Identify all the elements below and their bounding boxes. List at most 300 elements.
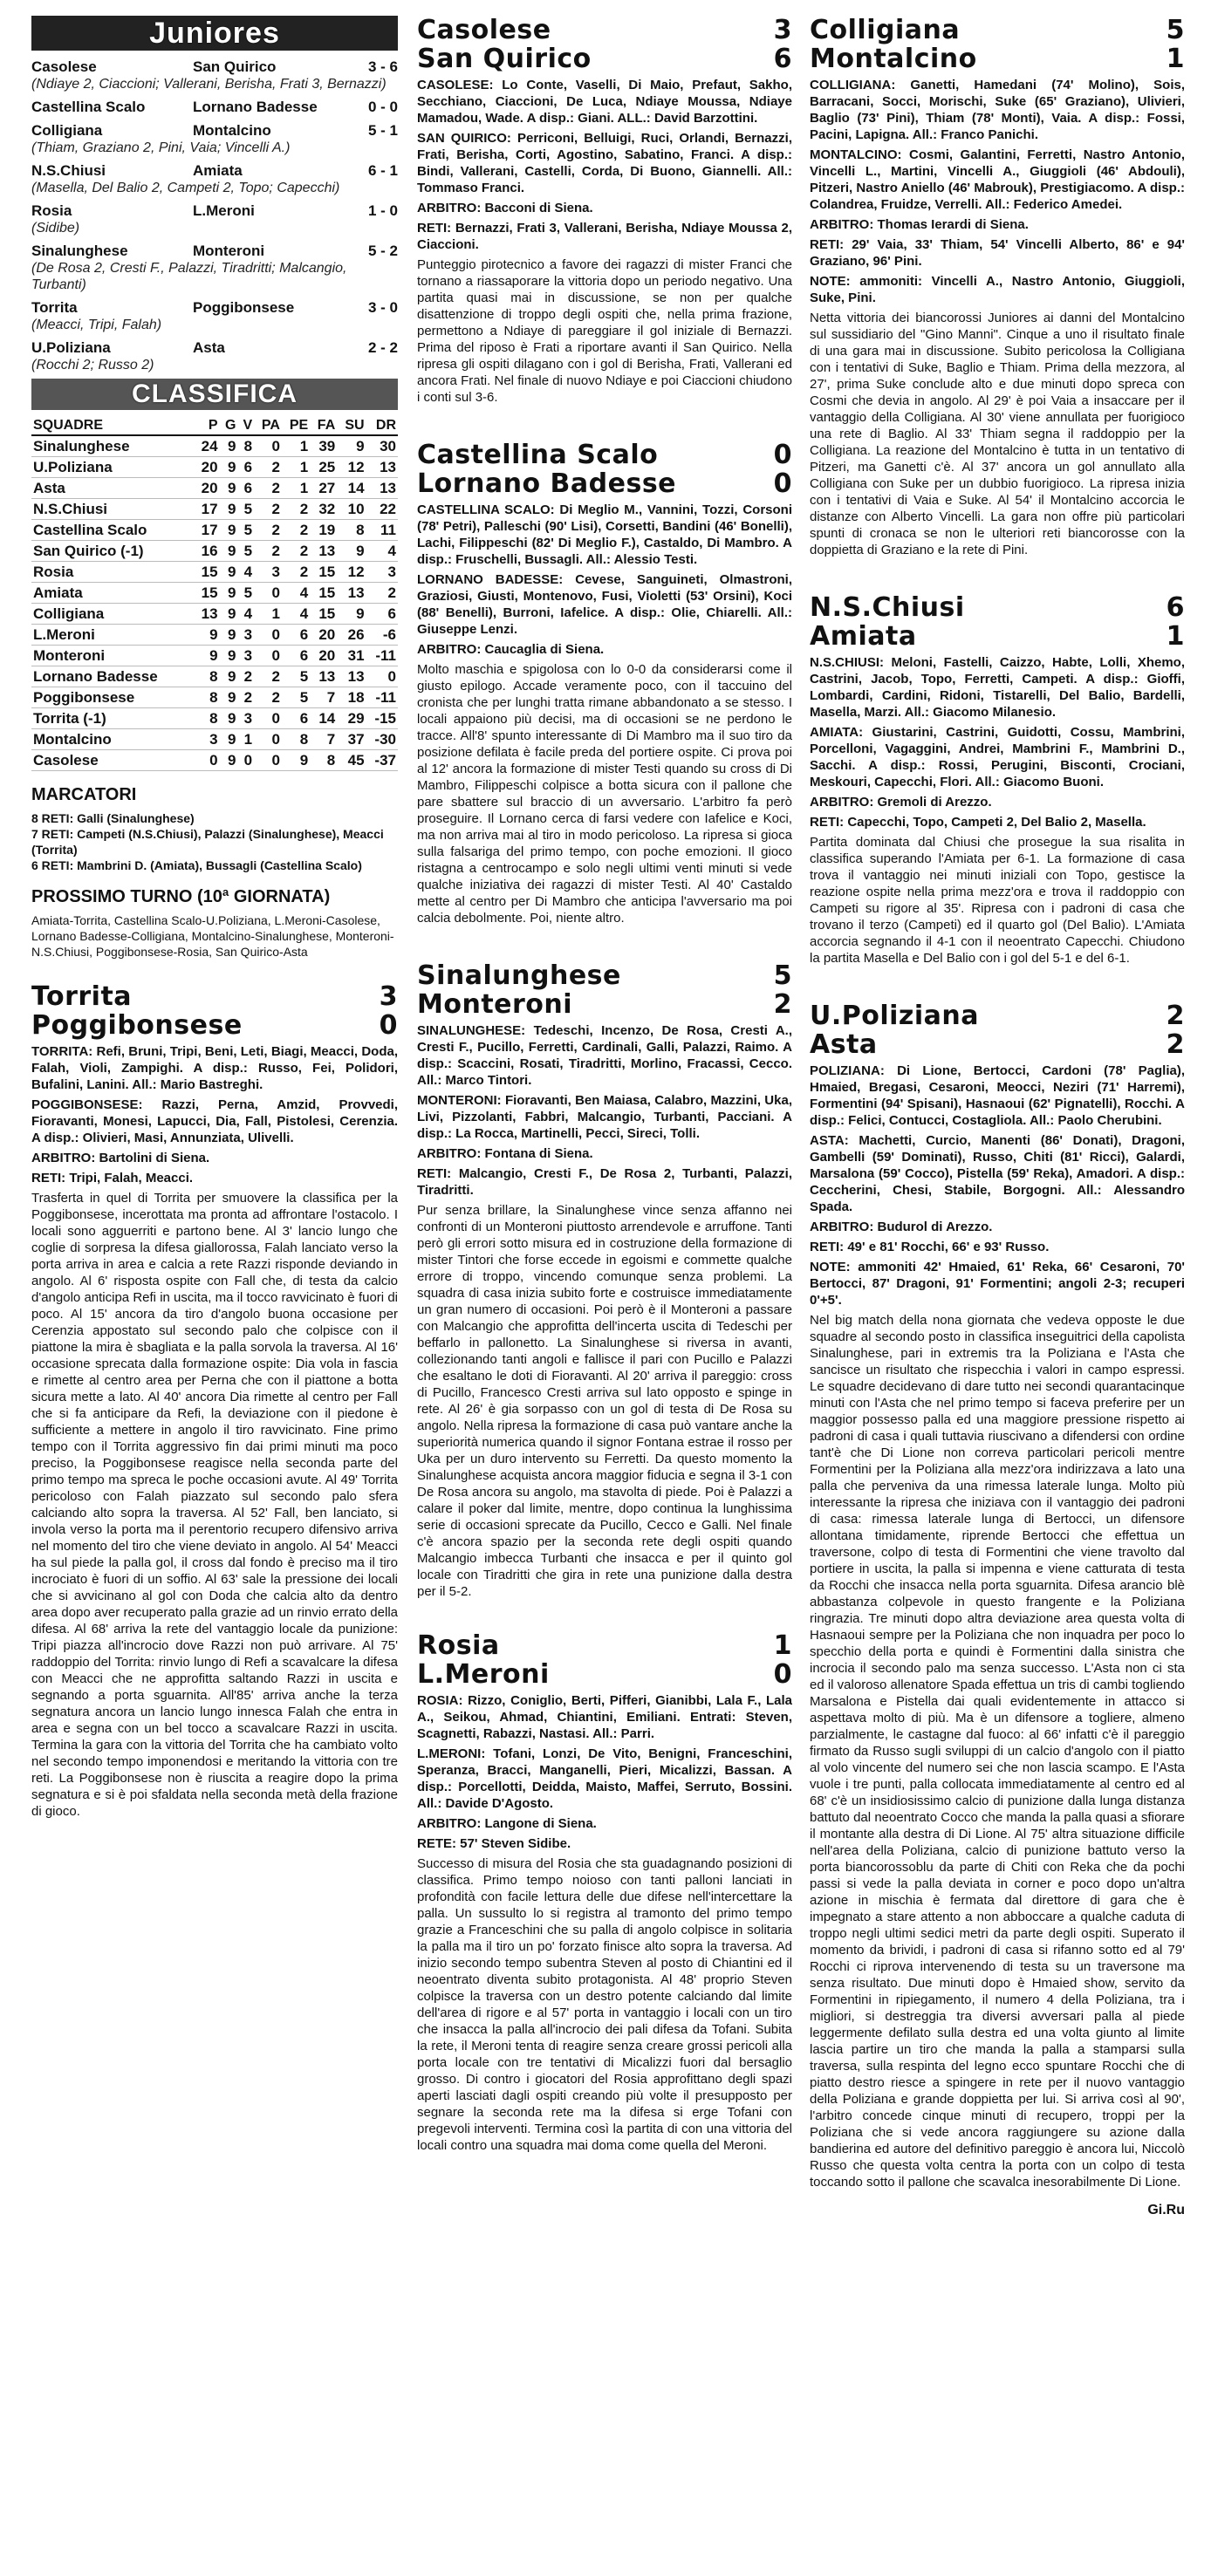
prossimo-turno-title: PROSSIMO TURNO (10ª GIORNATA)	[31, 887, 331, 906]
standings-cell: 0	[254, 583, 282, 604]
result-home-team: Colligiana	[31, 122, 103, 139]
standings-cell: 4	[237, 604, 254, 625]
standings-cell: 0	[366, 666, 398, 687]
standings-cell: 1	[282, 457, 310, 478]
match-report: Nel big match della nona giornata che vedeva opposte le due squadre al secondo posto in classifica inseguitrici della capolista Sinalunghese, pari in extremis tra la Poliziana e l'Asta che sancisce un risultato che rispecchia i valori in campo espressi. Le squadre decidevano di dare tutto nei secondi quarantacinque minuti con l'Asta che nel primo tempo si faceva preferire per un maggior possesso palla ed una maggiore pressione rispetto ai padroni di casa i quali tuttavia riuscivano a difendersi con ordine tant'è che Di Lione non correva particolari pericoli mentre Formentini per la Poliziana alla mezz'ora indirizzava a lato una palla che perveniva da una rimessa laterale lunga. Molto più interessante la ripresa che iniziava con il vantaggio dei padroni di casa: rimessa laterale lunga di Bertocci, un difensore allontana timidamente, riprende Bertocci che effettua un traversone, colpo di testa di Formentini che viene travolto dal portiere in uscita, la palla si impenna e viene catturata di testa da Rocchi che insacca nella porta sguarnita. Difesa arancio blè abbastanza colpevole in questo frangente e la Poliziana ringrazia. Tre minuti dopo altra deviazione area questa volta di Hasnaoui sempre per la Poliziana che non inquadra per poco lo specchio della porta e quindi è Formentini dalla sinistra che incrocia il secondo palo ma senza successo. L'Asta non ci sta ed il valoroso allenatore Spada effettua un tris di cambi togliendo Marsalona e Pistella dai quali evidentemente in attacco si aspettava molto di più. Ma è un difensore a togliere, almeno parzialmente, le castagne dal fuoco: al 66' infatti c'è il pareggio firmato da Russo sugli sviluppi di un calcio d'angolo con il piatto al volo vincente del numero sei che non lascia scampo. E l'Asta vuole i tre punti, palla collocata immediatamente al centro ed al 68' c'è un insidiosissimo calcio di punizione dalla lunga distanza battuto dal neoentrato Cocco che manda la palla quasi a sfiorare il montante alla destra di Di Lione. Al 75' altra situazione difficile nell'area della Poliziana, calcio di punizione battuto verso la porta biancorossoblu da parte di Chiti con Reka che da pochi passi si vede la palla deviata in corner e poco dopo un'altra azione in mischia è fermata dal direttore di gara che è impegnato a stare attento a non abboccare a qualche caduta di troppo negli ultimi sedici metri da parte degli ospiti. Superato il momento da brividi, i padroni di casa si rifanno sotto ed al 79' Rocchi ci riprova intervenendo di testa su un traversone ma senza risultato. Due minuti dopo è Hmaied show, servito da Formentini in ripiegamento, il numero 4 della Poliziana, tra i migliori, si destreggia tra diversi avversari palla al piede leggermente defilato sulla destra ed una volta giunto al limite lascia partire un tiro che manda la palla a stamparsi sulla traversa, sulla respinta del legno ecco spuntare Rocchi che di piatto destro riesce a spingere in rete per il nuovo vantaggio della Poliziana e grande doppietta per lui. Si arriva così al 90', l'arbitro concede cinque minuti di recupero, troppi per la Poliziana che si vede ancora raggiungere su azione dalla bandierina ed autore del definitivo pareggio è ancora lui, Niccolò Russo che questa volta centra la porta con un colpo di testa toccando sotto il pallone che scavalca inesorabilmente Di Lione.	[810, 1313, 1185, 2190]
standings-row	[31, 646, 398, 666]
result-score: 2 - 2	[367, 339, 398, 356]
standings-row	[31, 604, 398, 625]
standings-cell: 4	[237, 562, 254, 583]
standings-table	[31, 417, 398, 771]
home-lineup: POLIZIANA: Di Lione, Bertocci, Cardoni (78' Paglia), Hmaied, Bregasi, Cesaroni, Meocci, Neziri (71' Harremi), Formentini (94' Spisani), Hasnaoui (62' Pignatelli), Rocchi. A disp.: Felici, Contucci, Costagliola. All.: Paolo Cherubini.	[810, 1063, 1185, 1128]
match-away-row	[810, 1030, 1185, 1059]
standings-cell: 9	[282, 750, 310, 771]
standings-cell: 9	[220, 750, 238, 771]
standings-cell: 6	[282, 625, 310, 646]
match-sinalunghese	[417, 961, 792, 1600]
away-lineup: POGGIBONSESE: Razzi, Perna, Amzid, Provvedi, Fioravanti, Monesi, Lapucci, Dia, Fall, Pistolesi, Cerenzia. A disp.: Olivieri, Masi, Annunziata, Ulivelli.	[31, 1097, 398, 1145]
match-away-score: 1	[1166, 621, 1185, 652]
home-lineup: TORRITA: Refi, Bruni, Tripi, Beni, Leti, Biagi, Meacci, Doda, Falah, Violi, Zampighi. A disp.: Russo, Fei, Polidori, Bufalini, Lanini. All.: Mario Bastreghi.	[31, 1044, 398, 1092]
standings-row	[31, 729, 398, 750]
result-away-team: San Quirico	[193, 58, 277, 75]
standings-row	[31, 625, 398, 646]
standings-cell: 0	[254, 435, 282, 457]
standings-row	[31, 583, 398, 604]
referee: ARBITRO: Gremoli di Arezzo.	[810, 795, 992, 810]
standings-cell: 3	[237, 625, 254, 646]
away-lineup: LORNANO BADESSE: Cevese, Sanguineti, Olmastroni, Graziosi, Giusti, Montenovo, Fusi, Violetti (53' Orsini), Koci (88' Benelli), Burroni, Iafelice. A disp.: Olie, Chiarelli. All.: Giuseppe Lenzi.	[417, 572, 792, 637]
result-row	[31, 298, 398, 317]
standings-cell: 2	[282, 541, 310, 562]
result-away-team: Monteroni	[193, 243, 265, 259]
standings-cell: 4	[366, 541, 398, 562]
away-lineup: AMIATA: Giustarini, Castrini, Guidotti, Cossu, Mambrini, Porcelloni, Vagaggini, Andrei, Mambrini F., Mambrini D., Sacchi. A disp.: Rossi, Perugini, Bisconti, Crociani, Meskouri, Capecchi, Flori. All.: Giacomo Buoni.	[810, 725, 1185, 789]
match-home-row	[417, 961, 792, 990]
match-away-score: 1	[1166, 44, 1185, 74]
goals: RETI: Bernazzi, Frati 3, Vallerani, Berisha, Ndiaye Moussa 2, Ciaccioni.	[417, 221, 792, 252]
result-home-team: U.Poliziana	[31, 339, 111, 356]
standings-cell: 26	[337, 625, 366, 646]
standings-cell: 2	[254, 687, 282, 708]
match-report: Partita dominata dal Chiusi che prosegue la sua risalita in classifica superando l'Amiata per 6-1. La formazione di casa trova il vantaggio nei minuti iniziali con Topo, gestisce la reazione ospite nella prima mezz'ora e trova il raddoppio con Campeti su rigore al 35'. Ripresa con i padroni di casa che trovano il terzo (Campeti) ed il quarto gol (Del Balio). L'Amiata accorcia segnando il 4-1 con il neoentrato Capecchi. Chiudono la partita Masella e Del Balio con i gol del 5-1 e del 6-1.	[810, 835, 1185, 966]
standings-cell: 9	[220, 604, 238, 625]
result-scorers: (Sidibe)	[31, 221, 80, 236]
standings-cell: 2	[282, 520, 310, 541]
standings-cell: 9	[220, 583, 238, 604]
match-home-row	[417, 1631, 792, 1660]
match-away-team: L.Meroni	[417, 1659, 550, 1690]
match-home-team: Rosia	[417, 1630, 500, 1661]
match-home-team: N.S.Chiusi	[810, 592, 965, 623]
standings-cell: 0	[237, 750, 254, 771]
result-scorers: (Ndiaye 2, Ciaccioni; Vallerani, Berisha, Frati 3, Bernazzi)	[31, 77, 387, 92]
column-left	[31, 16, 398, 1820]
referee: ARBITRO: Budurol di Arezzo.	[810, 1220, 993, 1234]
standings-team: Torrita (-1)	[31, 708, 194, 729]
standings-cell: 3	[194, 729, 219, 750]
match-colligiana	[810, 16, 1185, 558]
standings-cell: 8	[310, 750, 337, 771]
standings-cell: 2	[254, 666, 282, 687]
standings-team: L.Meroni	[31, 625, 194, 646]
standings-cell: 6	[237, 478, 254, 499]
column-middle	[417, 16, 792, 2154]
standings-cell: 9	[337, 604, 366, 625]
standings-cell: 9	[337, 435, 366, 457]
goals: RETE: 57' Steven Sidibe.	[417, 1836, 571, 1851]
match-away-score: 0	[773, 1659, 792, 1690]
result-score: 5 - 2	[367, 243, 398, 259]
result-home-team: Torrita	[31, 299, 78, 316]
standings-cell: 15	[310, 562, 337, 583]
result-home-team: Castellina Scalo	[31, 99, 146, 115]
match-home-score: 5	[773, 960, 792, 991]
standings-cell: 13	[337, 583, 366, 604]
standings-cell: 39	[310, 435, 337, 457]
standings-cell: 0	[254, 646, 282, 666]
standings-cell: 0	[254, 708, 282, 729]
marcatori-line: 7 RETI: Campeti (N.S.Chiusi), Palazzi (Sinalunghese), Meacci (Torrita)	[31, 827, 384, 857]
match-home-score: 3	[773, 16, 792, 45]
standings-cell: 32	[310, 499, 337, 520]
standings-cell: 8	[282, 729, 310, 750]
away-lineup: MONTERONI: Fioravanti, Ben Maiasa, Calabro, Mazzini, Uka, Livi, Pizzolanti, Fabbri, Malcangio, Turbanti, Pacciani. A disp.: La Rocca, Martinelli, Pecci, Sireci, Tolli.	[417, 1093, 792, 1141]
home-lineup: CASOLESE: Lo Conte, Vaselli, Di Maio, Prefaut, Sakho, Secchiano, Ciaccioni, De Luca, Ndiaye Moussa, Ndiaye Mamadou, Wade. A disp.: Giani. ALL.: David Barzottini.	[417, 78, 792, 126]
standings-cell: 2	[254, 520, 282, 541]
match-home-row	[31, 982, 398, 1011]
standings-cell: 3	[237, 646, 254, 666]
standings-cell: 1	[282, 478, 310, 499]
standings-header-cell: PA	[254, 417, 282, 435]
match-away-score: 0	[773, 468, 792, 499]
standings-cell: -6	[366, 625, 398, 646]
standings-cell: 14	[310, 708, 337, 729]
result-scorers: (Rocchi 2; Russo 2)	[31, 358, 154, 372]
match-home-score: 0	[773, 440, 792, 470]
juniores-title: Juniores	[31, 16, 398, 51]
standings-header-cell: P	[194, 417, 219, 435]
goals: RETI: Capecchi, Topo, Campeti 2, Del Balio 2, Masella.	[810, 815, 1146, 830]
standings-cell: 9	[194, 625, 219, 646]
match-home-row	[810, 593, 1185, 622]
result-row	[31, 98, 398, 116]
standings-cell: 9	[220, 687, 238, 708]
standings-team: Casolese	[31, 750, 194, 771]
standings-cell: 9	[220, 708, 238, 729]
standings-cell: 8	[337, 520, 366, 541]
standings-cell: 25	[310, 457, 337, 478]
standings-header-cell: SU	[337, 417, 366, 435]
standings-cell: 9	[194, 646, 219, 666]
standings-cell: 12	[337, 562, 366, 583]
referee: ARBITRO: Fontana di Siena.	[417, 1146, 593, 1161]
standings-row	[31, 520, 398, 541]
match-home-team: U.Poliziana	[810, 1001, 980, 1031]
standings-row	[31, 562, 398, 583]
standings-cell: 5	[237, 583, 254, 604]
match-chiusi	[810, 593, 1185, 967]
result-home-team: Rosia	[31, 202, 72, 219]
match-report: Molto maschia e spigolosa con lo 0-0 da considerarsi come il giusto epilogo. Accade veramente poco, con il taccuino del cronista che per lunghi tratta rimane abbandonato a se stesso. I locali appaiono più decisi, ma di occasioni se ne perdono le tracce. All'8' spunto interessante di Di Mambro ma il suo tiro da posizione defilata è facile preda del portiere ospite. Ci prova poi al 12' ancora la formazione di mister Testi quando su cross di Di Mambro, Filippeschi colpisce a botta sicura con il pallone che pare sbattere sul braccio di un avversario. L'arbitro fa però proseguire. Il Lornano cerca di farsi vedere con Iafelice e Koci, ma non arriva mai al tiro in modo pericoloso. La ripresa si gioca sulla falsariga del primo tempo, con poche emozioni. Il gioco ristagna a centrocampo e solo negli ultimi venti minuti si vede qualche iniziativa dei ragazzi di mister Testi. Al 40' Castaldo mette al centro per Di Mambro che anticipa l'avversario ma poi calcia debolmente. Poi, niente altro.	[417, 662, 792, 926]
standings-team: Rosia	[31, 562, 194, 583]
standings-cell: 6	[282, 646, 310, 666]
notes: NOTE: ammoniti 42' Hmaied, 61' Reka, 66' Cesaroni, 70' Bertocci, 87' Dragoni, 91' Formentini; angoli 2-3; recuperi 0'+5'.	[810, 1260, 1185, 1308]
standings-header-cell: DR	[366, 417, 398, 435]
standings-team: San Quirico (-1)	[31, 541, 194, 562]
match-home-score: 1	[773, 1630, 792, 1661]
match-away-team: Monteroni	[417, 989, 573, 1020]
standings-cell: 0	[254, 729, 282, 750]
result-scorers: (Thiam, Graziano 2, Pini, Vaia; Vincelli A.)	[31, 140, 291, 155]
match-home-row	[417, 441, 792, 469]
standings-cell: 0	[254, 750, 282, 771]
standings-cell: 9	[220, 499, 238, 520]
standings-team: Lornano Badesse	[31, 666, 194, 687]
standings-cell: 5	[282, 687, 310, 708]
standings-cell: 18	[337, 687, 366, 708]
standings-cell: 12	[337, 457, 366, 478]
standings-cell: 20	[310, 646, 337, 666]
result-row	[31, 242, 398, 260]
standings-cell: 13	[366, 478, 398, 499]
standings-cell: 9	[220, 666, 238, 687]
referee: ARBITRO: Bacconi di Siena.	[417, 201, 593, 215]
standings-cell: 2	[254, 457, 282, 478]
standings-cell: 20	[194, 478, 219, 499]
standings-cell: 13	[194, 604, 219, 625]
standings-cell: 2	[254, 499, 282, 520]
result-scorers: (Masella, Del Balio 2, Campeti 2, Topo; Capecchi)	[31, 181, 340, 195]
referee: ARBITRO: Bartolini di Siena.	[31, 1151, 210, 1165]
match-home-score: 2	[1166, 1001, 1185, 1031]
referee: ARBITRO: Langone di Siena.	[417, 1816, 597, 1831]
standings-cell: 1	[237, 729, 254, 750]
standings-cell: 9	[337, 541, 366, 562]
match-away-team: Poggibonsese	[31, 1010, 243, 1041]
match-away-row	[417, 990, 792, 1019]
standings-cell: 14	[337, 478, 366, 499]
standings-cell: 1	[282, 435, 310, 457]
match-home-score: 6	[1166, 592, 1185, 623]
match-away-team: Montalcino	[810, 44, 977, 74]
standings-cell: 13	[337, 666, 366, 687]
standings-cell: 9	[220, 478, 238, 499]
match-report: Pur senza brillare, la Sinalunghese vince senza affanno nei confronti di un Monteroni piuttosto arrendevole e arruffone. Tanti però gli errori sotto misura ed in costruzione della formazione di mister Tintori che forse eccede in egoismi e commette qualche errore di troppo, vincendo comunque senza problemi. La squadra di casa inizia subito forte e costruisce immediatamente un gran numero di occasioni. Poi però è il Monteroni a passare con Malcangio che approfitta dell'incerta uscita di Tedeschi per beffarlo in pallonetto. La Sinalunghese si riversa in avanti, collezionando tanti angoli e fallisce il pari con Pucillo e Palazzi che esaltano le doti di Fioravanti. Al 20' arriva il pareggio: cross di Pucillo, Francesco Cresti arriva sul lato opposto e spinge in rete. Al 26' è gia sorpasso con un gol di testa di De Rosa su angolo. Nella ripresa la formazione di casa può vantare anche la superiorità numerica quando il signor Fontana estrae il rosso per Uka per un duro intervento su Ferretti. Da questo momento la Sinalunghese acquista ancora maggior fiducia e segna il 3-1 con De Rosa ancora su angolo, ma stavolta di piede. Poi è Palazzi a calare il poker dal limite, mentre, dopo continua la lunghissima serie di occasioni sprecate da Pucillo, Cecco e Galli. Nel finale c'è ancora spazio per la seconda rete degli ospiti quando Malcangio imbecca Turbanti che insacca e per il quinto gol locale con Tiradritti che gira in rete una punizione dalla destra per il 5-2.	[417, 1203, 792, 1599]
match-away-team: Asta	[810, 1029, 878, 1060]
match-home-team: Torrita	[31, 981, 133, 1012]
standings-cell: 5	[237, 541, 254, 562]
goals: RETI: Malcangio, Cresti F., De Rosa 2, Turbanti, Palazzi, Tiradritti.	[417, 1166, 792, 1198]
match-report: Punteggio pirotecnico a favore dei ragazzi di mister Franci che tornano a riassaporare la vittoria dopo un periodo negativo. Una partita quasi mai in discussione, se non per qualche disattenzione di troppo degli ospiti che, nella prima frazione, permettono a Ndiaye di pareggiare il gol iniziale di Bernazzi. Prima del riposo è Frati a riportare avanti il San Quirico. Nella ripresa gli ospiti dilagano con i gol di Berisha, Frati, Vallerani ed ancora Frati. Nel finale di nuovo Ndiaye e poi Ciaccioni chiudono i conti sul 3-6.	[417, 257, 792, 405]
standings-cell: 4	[282, 583, 310, 604]
match-torrita	[31, 982, 398, 1820]
standings-cell: 22	[366, 499, 398, 520]
result-away-team: Amiata	[193, 162, 243, 179]
match-away-team: Lornano Badesse	[417, 468, 677, 499]
standings-row	[31, 478, 398, 499]
standings-row	[31, 708, 398, 729]
standings-cell: 6	[366, 604, 398, 625]
referee: ARBITRO: Caucaglia di Siena.	[417, 642, 605, 657]
match-away-row	[810, 622, 1185, 651]
standings-cell: 29	[337, 708, 366, 729]
standings-cell: 20	[194, 457, 219, 478]
standings-cell: 9	[220, 729, 238, 750]
results-list	[31, 58, 398, 373]
standings-cell: 13	[366, 457, 398, 478]
result-home-team: N.S.Chiusi	[31, 162, 106, 179]
standings-row	[31, 687, 398, 708]
standings-cell: 8	[237, 435, 254, 457]
result-away-team: Montalcino	[193, 122, 271, 139]
standings-cell: 37	[337, 729, 366, 750]
match-report: Trasferta in quel di Torrita per smuovere la classifica per la Poggibonsese, incerottata ma pronta ad affrontare l'ostacolo. I locali sono agguerriti e partono bene. Al 3' lancio lungo che coglie di sorpresa la difesa giallorossa, Falah lanciato verso la porta arriva in area e calcia a rete Razzi risponde deviando in angolo. Al 6' risposta ospite con Fall che, di testa da calcio d'angolo anticipa Refi in uscita, ma il tocco ravvicinato è fuori di poco. Al 15' ancora da tiro d'angolo buona occasione per Cerenzia appostato sul secondo palo che colpisce con il piattone la mira è sbagliata e la palla sorvola la traversa. Al 16' occasione sprecata dalla formazione ospite: Dia vola in fascia e rimette al centro area per Perna che con il piattone a botta sicura mette a lato. Al 40' ancora Dia rimette al centro per Fall che si fa anticipare da Refi, la deviazione con il piedone è sufficiente a mettere in angolo il tiro ravvicinato. Fine primo tempo con il Torrita aggressivo fin dai primi minuti ma poco preciso, la Poggibonsese reagisce nella seconda parte del primo tempo ma spreca le poche occasioni avute. Al 49' Torrita pericoloso con Falah piazzato sul secondo palo sfera calciando alto sopra la traversa. Al 52' Fall, ben lanciato, si invola verso la porta ma il perentorio recupero difensivo arriva nel momento del tiro che viene deviato in angolo. Al 54' Meacci ha sul piede la palla gol, il cross dal fondo è preciso ma il tiro incrociato è fuori di un soffio. Al 63' sale la pressione dei locali che si avvicinano al gol con Doda che calcia alto da dentro area dopo aver recuperato palla grazie ad un rinvio errato della difesa. Al 68' arriva la rete del vantaggio locale da punizione: Tripi piazza all'incrocio dove Razzi non può arrivare. Al 75' raddoppio del Torrita: rinvio lungo di Refi a scavalcare la difesa con Meacci che ne approfitta saltando Razzi in uscita e segnando a porta sguarnita. All'85' arriva anche la terza segnatura ancora un lancio lungo innesca Falah che entra in area e segna con un bel tocco a scavalcare Razzi in uscita. Termina la gara con la vittoria del Torrita che ha cambiato volto nel secondo tempo imponendosi e meritando la vittoria con tre reti. La Poggibonsese non è riuscita a reagire dopo la prima segnatura e si è poi sfaldata nella seconda metà della frazione di gioco.	[31, 1191, 398, 1819]
home-lineup: CASTELLINA SCALO: Di Meglio M., Vannini, Tozzi, Corsoni (78' Petri), Palleschi (90' Lisi), Corsetti, Bandini (46' Bonelli), Lachi, Filippeschi (82' Di Meglio F.), Castaldo, Di Mambro. A disp.: Fruschelli, Bussagli. All.: Alessio Testi.	[417, 502, 792, 567]
standings-row	[31, 666, 398, 687]
away-lineup: L.MERONI: Tofani, Lonzi, De Vito, Benigni, Franceschini, Speranza, Bracci, Manganelli, Pieri, Micalizzi, Bassan. A disp.: Porcellotti, Deidda, Maisto, Maffei, Serruto, Bossini. All.: Davide D'Agosto.	[417, 1746, 792, 1811]
match-away-score: 2	[773, 989, 792, 1020]
prossimo-turno-text: Amiata-Torrita, Castellina Scalo-U.Poliziana, L.Meroni-Casolese, Lornano Badesse-Colligiana, Montalcino-Sinalunghese, Monteroni-N.S.Chiusi, Poggibonsese-Rosia, San Quirico-Asta	[31, 913, 394, 959]
standings-cell: 8	[194, 687, 219, 708]
standings-cell: 13	[310, 541, 337, 562]
match-home-team: Castellina Scalo	[417, 440, 659, 470]
standings-cell: 19	[310, 520, 337, 541]
match-away-row	[31, 1011, 398, 1040]
marcatori-line: 8 RETI: Galli (Sinalunghese)	[31, 811, 195, 825]
standings-header-cell: PE	[282, 417, 310, 435]
standings-cell: 9	[220, 435, 238, 457]
standings-cell: -15	[366, 708, 398, 729]
result-away-team: Lornano Badesse	[193, 99, 318, 115]
standings-cell: 15	[194, 562, 219, 583]
result-score: 6 - 1	[367, 162, 398, 179]
standings-cell: 2	[254, 478, 282, 499]
author-signature: Gi.Ru	[1147, 2203, 1185, 2217]
standings-cell: 45	[337, 750, 366, 771]
standings-cell: 3	[254, 562, 282, 583]
result-row	[31, 58, 398, 76]
column-right	[810, 16, 1185, 2218]
standings-cell: 16	[194, 541, 219, 562]
marcatori-list	[31, 810, 398, 873]
standings-team: Amiata	[31, 583, 194, 604]
marcatori-title: MARCATORI	[31, 785, 137, 804]
result-score: 3 - 0	[367, 299, 398, 316]
match-report: Netta vittoria dei biancorossi Juniores ai danni del Montalcino sul sussidiario del "Gino Manni". Cinque a uno il risultato finale di una gara mai in discussione. Subito pericolosa la Colligiana con i tentativi di Suke, Baglio e Thiam. Prima della mezzora, al 27', prima Suke conclude alto e due minuti dopo spreca con Cosmi che devia in angolo. Al 29' è poi Vaia a insaccare per il vantaggio della Colligiana. Al 30' viene annullata per fuorigioco una rete di Baglio. Al 33' Thiam segna il raddoppio per la Colligiana. La reazione del Montalcino è tutta in un tentativo di Pitzeri, ma Ganetti c'è. Al 37' ancora un gol annullato alla Colligiana con Suke per un dubbio fuorigioco. La ripresa inizia con i tentativi di Vaia e Suke. Al 54' il Montalcino accorcia le distanze con Alberto Vincelli. La gara non offre più particolari spunti di cronaca se non le ulteriori reti biancorosse con la doppietta di Graziano e la rete di Pini.	[810, 311, 1185, 557]
match-castellina	[417, 441, 792, 926]
standings-cell: 2	[237, 666, 254, 687]
match-home-row	[417, 16, 792, 44]
match-away-team: Amiata	[810, 621, 917, 652]
match-away-team: San Quirico	[417, 44, 592, 74]
match-away-score: 0	[379, 1010, 398, 1041]
result-score: 1 - 0	[367, 202, 398, 219]
result-away-team: Poggibonsese	[193, 299, 295, 316]
standings-cell: 0	[254, 625, 282, 646]
standings-team: Asta	[31, 478, 194, 499]
standings-cell: 2	[237, 687, 254, 708]
standings-cell: 5	[282, 666, 310, 687]
standings-team: Colligiana	[31, 604, 194, 625]
standings-cell: 0	[194, 750, 219, 771]
standings-team: N.S.Chiusi	[31, 499, 194, 520]
standings-cell: 9	[220, 457, 238, 478]
standings-cell: 9	[220, 520, 238, 541]
standings-cell: -11	[366, 646, 398, 666]
result-scorers: (De Rosa 2, Cresti F., Palazzi, Tiradritti; Malcangio, Turbanti)	[31, 261, 347, 292]
standings-header	[31, 417, 398, 435]
standings-cell: 6	[282, 708, 310, 729]
result-away-team: Asta	[193, 339, 225, 356]
away-lineup: ASTA: Machetti, Curcio, Manenti (86' Donati), Dragoni, Gambelli (59' Dominati), Russo, Chiti (81' Ricci), Galardi, Marsalona (59' Cocco), Pistella (59' Reka), Amadori. A disp.: Ceccherini, Chesi, Stabile, Borgogni. All.: Alessandro Spada.	[810, 1133, 1185, 1214]
standings-row	[31, 435, 398, 457]
result-row	[31, 202, 398, 220]
match-casolese	[417, 16, 792, 406]
match-away-row	[417, 1660, 792, 1689]
result-scorers: (Meacci, Tripi, Falah)	[31, 318, 162, 332]
result-away-team: L.Meroni	[193, 202, 255, 219]
standings-cell: 9	[220, 541, 238, 562]
standings-cell: 6	[237, 457, 254, 478]
standings-cell: 2	[254, 541, 282, 562]
marcatori-line: 6 RETI: Mambrini D. (Amiata), Bussagli (Castellina Scalo)	[31, 858, 362, 872]
standings-team: Castellina Scalo	[31, 520, 194, 541]
standings-cell: 3	[237, 708, 254, 729]
away-lineup: MONTALCINO: Cosmi, Galantini, Ferretti, Nastro Antonio, Vincelli L., Martini, Vincelli A., Giuggioli (46' Abdouli), Pitzeri, Nastro Aniello (46' Mabrouk), Prestigiacomo. A disp.: Colandrea, Fruidze, Verrelli. All.: Federico Amedei.	[810, 147, 1185, 212]
standings-cell: 9	[220, 562, 238, 583]
goals: RETI: 49' e 81' Rocchi, 66' e 93' Russo.	[810, 1240, 1050, 1254]
referee: ARBITRO: Thomas Ierardi di Siena.	[810, 217, 1029, 232]
match-home-team: Casolese	[417, 16, 551, 45]
standings-cell: 13	[310, 666, 337, 687]
match-away-row	[417, 469, 792, 498]
standings-cell: 1	[254, 604, 282, 625]
standings-cell: 5	[237, 499, 254, 520]
match-away-score: 6	[773, 44, 792, 74]
match-report: Successo di misura del Rosia che sta guadagnando posizioni di classifica. Primo tempo noioso con tanti palloni lanciati in profondità con facile lettura delle due difese nell'intercettare la palla. Un sussulto lo si registra al tramonto del primo tempo grazie a Franceschini che su palla di angolo colpisce in solitaria la palla ma il tiro un po' forzato finisce alto sopra la traversa. Ad inizio secondo tempo subentra Steven al posto di Chiantini ed il neoentrato diventa subito protagonista. Al 48' proprio Steven colpisce la traversa con un destro potente calciando dal limite dell'area di rigore e al 57' porta in vantaggio i locali con un tiro che insacca la palla all'incrocio dei pali difesa da Tofani. Subita la rete, il Meroni tenta di reagire senza creare grossi pericoli alla porta locale con tre tentativi di Micalizzi fuori dal bersaglio grosso. Di contro i giocatori del Rosia approfittano degli spazi aperti lasciati dagli ospiti creando più volte il presupposto per segnare la seconda rete ma la difesa si erge Tofani con pregevoli interventi. Termina così la partita di con una vittoria del locali contro una squadra mai doma come quella del Meroni.	[417, 1856, 792, 2153]
standings-body	[31, 435, 398, 771]
standings-cell: 11	[366, 520, 398, 541]
result-score: 5 - 1	[367, 122, 398, 139]
standings-cell: 2	[282, 562, 310, 583]
match-away-score: 2	[1166, 1029, 1185, 1060]
result-home-team: Casolese	[31, 58, 97, 75]
standings-header-cell: SQUADRE	[31, 417, 194, 435]
standings-cell: 7	[310, 729, 337, 750]
home-lineup: N.S.CHIUSI: Meloni, Fastelli, Caizzo, Habte, Lolli, Xhemo, Castrini, Jacob, Topo, Ferretti, Campeti. A disp.: Gioffi, Lombardi, Cardini, Ridoni, Tistarelli, Del Balio, Bardelli, Masella, Marzi. All.: Giacomo Milanesio.	[810, 655, 1185, 720]
home-lineup: ROSIA: Rizzo, Coniglio, Berti, Pifferi, Gianibbi, Lala F., Lala A., Seikou, Ahmad, Chiantini, Emiliani. Entrati: Steven, Scagnetti, Rabazzi, Nastasi. All.: Parri.	[417, 1693, 792, 1741]
standings-cell: 17	[194, 499, 219, 520]
standings-cell: -11	[366, 687, 398, 708]
standings-cell: 5	[237, 520, 254, 541]
standings-cell: 27	[310, 478, 337, 499]
standings-team: Sinalunghese	[31, 435, 194, 457]
standings-cell: 10	[337, 499, 366, 520]
standings-cell: 20	[310, 625, 337, 646]
result-row	[31, 161, 398, 180]
match-home-row	[810, 16, 1185, 44]
standings-cell: 2	[282, 499, 310, 520]
result-row	[31, 121, 398, 140]
result-row	[31, 338, 398, 357]
standings-header-cell: V	[237, 417, 254, 435]
home-lineup: SINALUNGHESE: Tedeschi, Incenzo, De Rosa, Cresti A., Cresti F., Pucillo, Ferretti, Cardinali, Galli, Palazzi, Raimo. A disp.: Scaccini, Rosati, Tiradritti, Morlino, Fracassi, Cecco. All.: Marco Tintori.	[417, 1023, 792, 1088]
standings-row	[31, 750, 398, 771]
standings-cell: 31	[337, 646, 366, 666]
standings-cell: 15	[310, 604, 337, 625]
result-score: 3 - 6	[367, 58, 398, 75]
notes: NOTE: ammoniti: Vincelli A., Nastro Antonio, Giuggioli, Suke, Pini.	[810, 274, 1185, 305]
standings-cell: -37	[366, 750, 398, 771]
match-away-row	[417, 44, 792, 73]
match-home-team: Colligiana	[810, 16, 961, 45]
standings-team: Montalcino	[31, 729, 194, 750]
standings-cell: 2	[366, 583, 398, 604]
standings-cell: 7	[310, 687, 337, 708]
standings-cell: 8	[194, 666, 219, 687]
standings-row	[31, 499, 398, 520]
standings-team: Monteroni	[31, 646, 194, 666]
standings-cell: 15	[194, 583, 219, 604]
goals: RETI: Tripi, Falah, Meacci.	[31, 1171, 194, 1186]
match-home-score: 5	[1166, 16, 1185, 45]
home-lineup: COLLIGIANA: Ganetti, Hamedani (74' Molino), Sois, Barracani, Socci, Morischi, Suke (65' Graziano), Ulivieri, Baglio (73' Pini), Thiam (78' Monti), Vaia. A disp.: Fossi, Pacini, Lapigna. All.: Franco Panichi.	[810, 78, 1185, 142]
standings-cell: -30	[366, 729, 398, 750]
standings-row	[31, 541, 398, 562]
match-rosia	[417, 1631, 792, 2154]
classifica-title: CLASSIFICA	[31, 379, 398, 410]
match-poliziana	[810, 1001, 1185, 2190]
